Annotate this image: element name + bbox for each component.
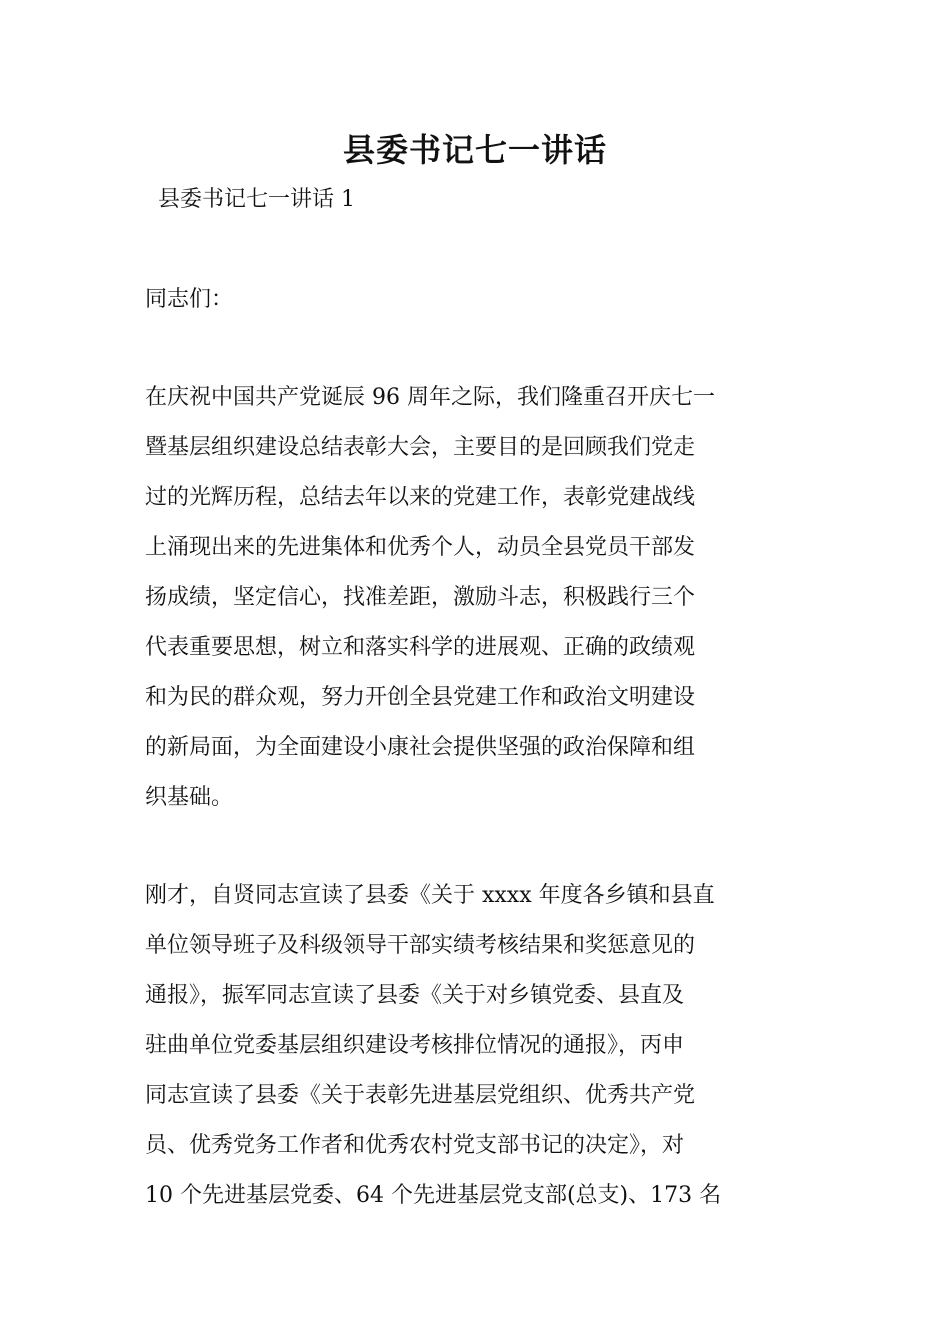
paragraph-line: 驻曲单位党委基层组织建设考核排位情况的通报》，丙申 bbox=[145, 1033, 685, 1058]
paragraph-line: 代表重要思想，树立和落实科学的进展观、正确的政绩观 bbox=[145, 635, 696, 660]
paragraph-line: 单位领导班子及科级领导干部实绩考核结果和奖惩意见的 bbox=[145, 933, 696, 958]
paragraph-line: 刚才，自贤同志宣读了县委《关于 xxxx 年度各乡镇和县直 bbox=[145, 883, 715, 908]
page-subtitle: 县委书记七一讲话 1 bbox=[158, 187, 355, 212]
paragraph-line: 和为民的群众观，努力开创全县党建工作和政治文明建设 bbox=[145, 685, 696, 710]
greeting: 同志们： bbox=[145, 287, 234, 312]
paragraph-line: 通报》，振军同志宣读了县委《关于对乡镇党委、县直及 bbox=[145, 983, 685, 1008]
paragraph-line: 扬成绩，坚定信心，找准差距，激励斗志，积极践行三个 bbox=[145, 585, 696, 610]
paragraph-line: 暨基层组织建设总结表彰大会，主要目的是回顾我们党走 bbox=[145, 435, 696, 460]
paragraph-line: 织基础。 bbox=[145, 785, 234, 810]
paragraph-line: 10 个先进基层党委、64 个先进基层党支部(总支)、173 名 bbox=[145, 1183, 722, 1208]
paragraph-1 bbox=[145, 373, 810, 823]
paragraph-line: 过的光辉历程，总结去年以来的党建工作，表彰党建战线 bbox=[145, 485, 696, 510]
paragraph-line: 在庆祝中国共产党诞辰 96 周年之际，我们隆重召开庆七一 bbox=[145, 385, 715, 410]
paragraph-line: 同志宣读了县委《关于表彰先进基层党组织、优秀共产党 bbox=[145, 1083, 696, 1108]
paragraph-line: 员、优秀党务工作者和优秀农村党支部书记的决定》，对 bbox=[145, 1133, 685, 1158]
paragraph-2 bbox=[145, 871, 810, 1221]
paragraph-line: 上涌现出来的先进集体和优秀个人，动员全县党员干部发 bbox=[145, 535, 696, 560]
page-title: 县委书记七一讲话 bbox=[342, 131, 607, 169]
paragraph-line: 的新局面，为全面建设小康社会提供坚强的政治保障和组 bbox=[145, 735, 696, 760]
